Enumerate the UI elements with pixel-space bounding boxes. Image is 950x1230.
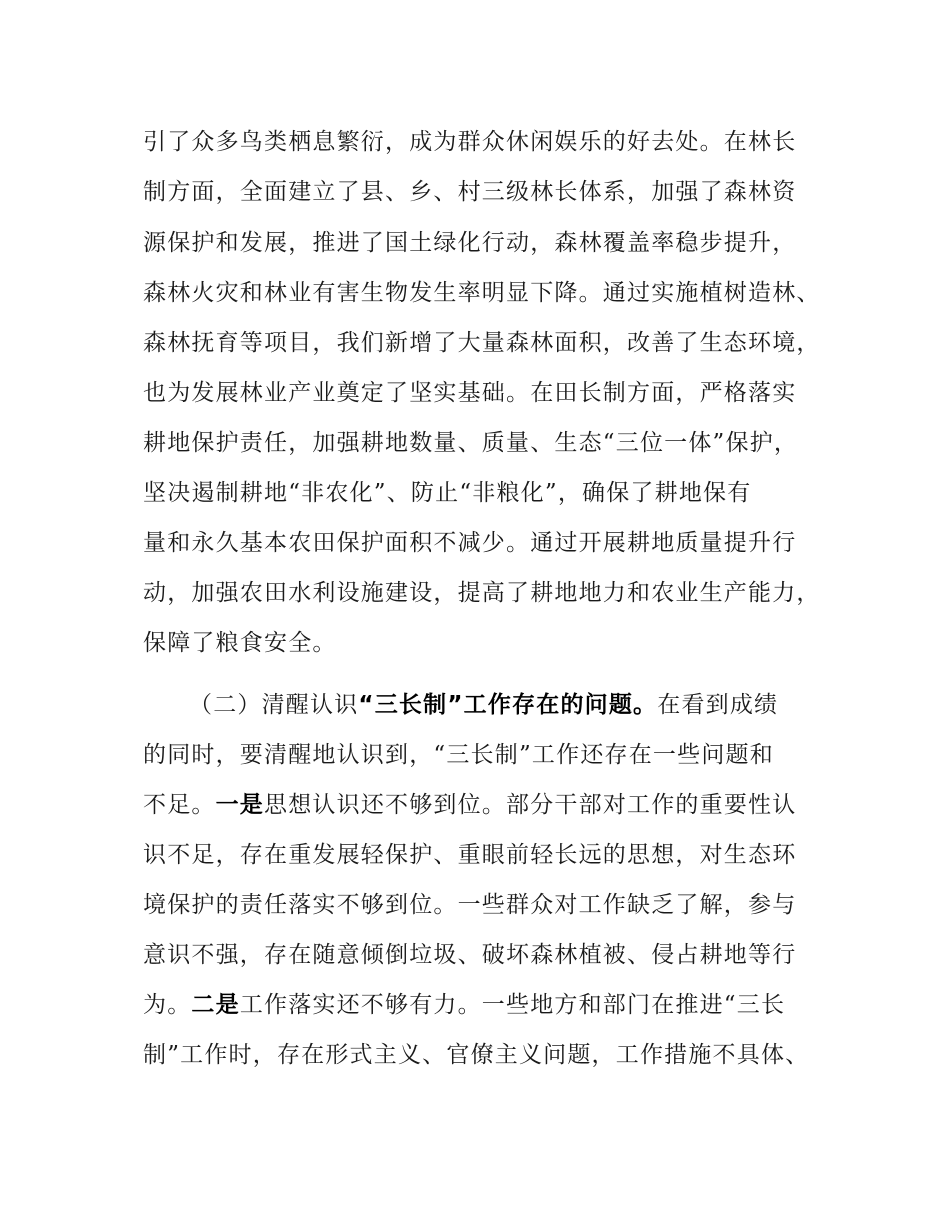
point-one-label: 一是 bbox=[215, 792, 265, 818]
paragraph-1-line-10: 动，加强农田水利设施建设，提高了耕地地力和农业生产能力， bbox=[143, 580, 821, 606]
paragraph-2-line-6: 意识不强，存在随意倾倒垃圾、破坏森林植被、侵占耕地等行 bbox=[143, 942, 797, 968]
paragraph-2-line-2: 的同时，要清醒地认识到，“三长制”工作还存在一些问题和 bbox=[143, 742, 774, 768]
paragraph-2-line-4: 识不足，存在重发展轻保护、重眼前轻长远的思想，对生态环 bbox=[143, 842, 797, 868]
paragraph-1-line-8: 坚决遏制耕地“非农化”、防止“非粮化”，确保了耕地保有 bbox=[143, 480, 752, 506]
paragraph-2-line-8: 制”工作时，存在形式主义、官僚主义问题，工作措施不具体、 bbox=[143, 1042, 810, 1068]
body-text bbox=[143, 0, 823, 1230]
paragraph-1-line-4: 森林火灾和林业有害生物发生率明显下降。通过实施植树造林、 bbox=[143, 280, 821, 306]
text-span: 为。 bbox=[143, 992, 192, 1018]
section-heading-number: （二）清醒认识 bbox=[189, 692, 359, 718]
paragraph-1-line-6: 也为发展林业产业奠定了坚实基础。在田长制方面，严格落实 bbox=[143, 380, 797, 406]
paragraph-1-line-5: 森林抚育等项目，我们新增了大量森林面积，改善了生态环境， bbox=[143, 330, 821, 356]
paragraph-1-line-1: 引了众多鸟类栖息繁衍，成为群众休闲娱乐的好去处。在林长 bbox=[143, 129, 797, 155]
point-two-label: 二是 bbox=[191, 992, 240, 1018]
paragraph-2-line-5: 境保护的责任落实不够到位。一些群众对工作缺乏了解，参与 bbox=[143, 892, 797, 918]
paragraph-1-line-3: 源保护和发展，推进了国土绿化行动，森林覆盖率稳步提升， bbox=[143, 230, 797, 256]
paragraph-1-line-7: 耕地保护责任，加强耕地数量、质量、生态“三位一体”保护， bbox=[143, 430, 799, 456]
paragraph-2-line-3 bbox=[143, 790, 796, 820]
text-span: 不足。 bbox=[143, 792, 216, 818]
paragraph-1-line-11: 保障了粮食安全。 bbox=[143, 630, 337, 656]
section-heading-bold: “三长制”工作存在的问题。 bbox=[358, 692, 658, 718]
text-span: 思想认识还不够到位。部分干部对工作的重要性认 bbox=[264, 792, 797, 818]
paragraph-2-line-7 bbox=[143, 990, 785, 1020]
paragraph-2-line-1 bbox=[189, 690, 778, 720]
section-heading-suffix: 在看到成绩 bbox=[657, 692, 779, 718]
paragraph-1-line-9: 量和永久基本农田保护面积不减少。通过开展耕地质量提升行 bbox=[143, 530, 797, 556]
paragraph-1-line-2: 制方面，全面建立了县、乡、村三级林长体系，加强了森林资 bbox=[143, 179, 797, 205]
text-span: 工作落实还不够有力。一些地方和部门在推进“三长 bbox=[239, 992, 786, 1018]
